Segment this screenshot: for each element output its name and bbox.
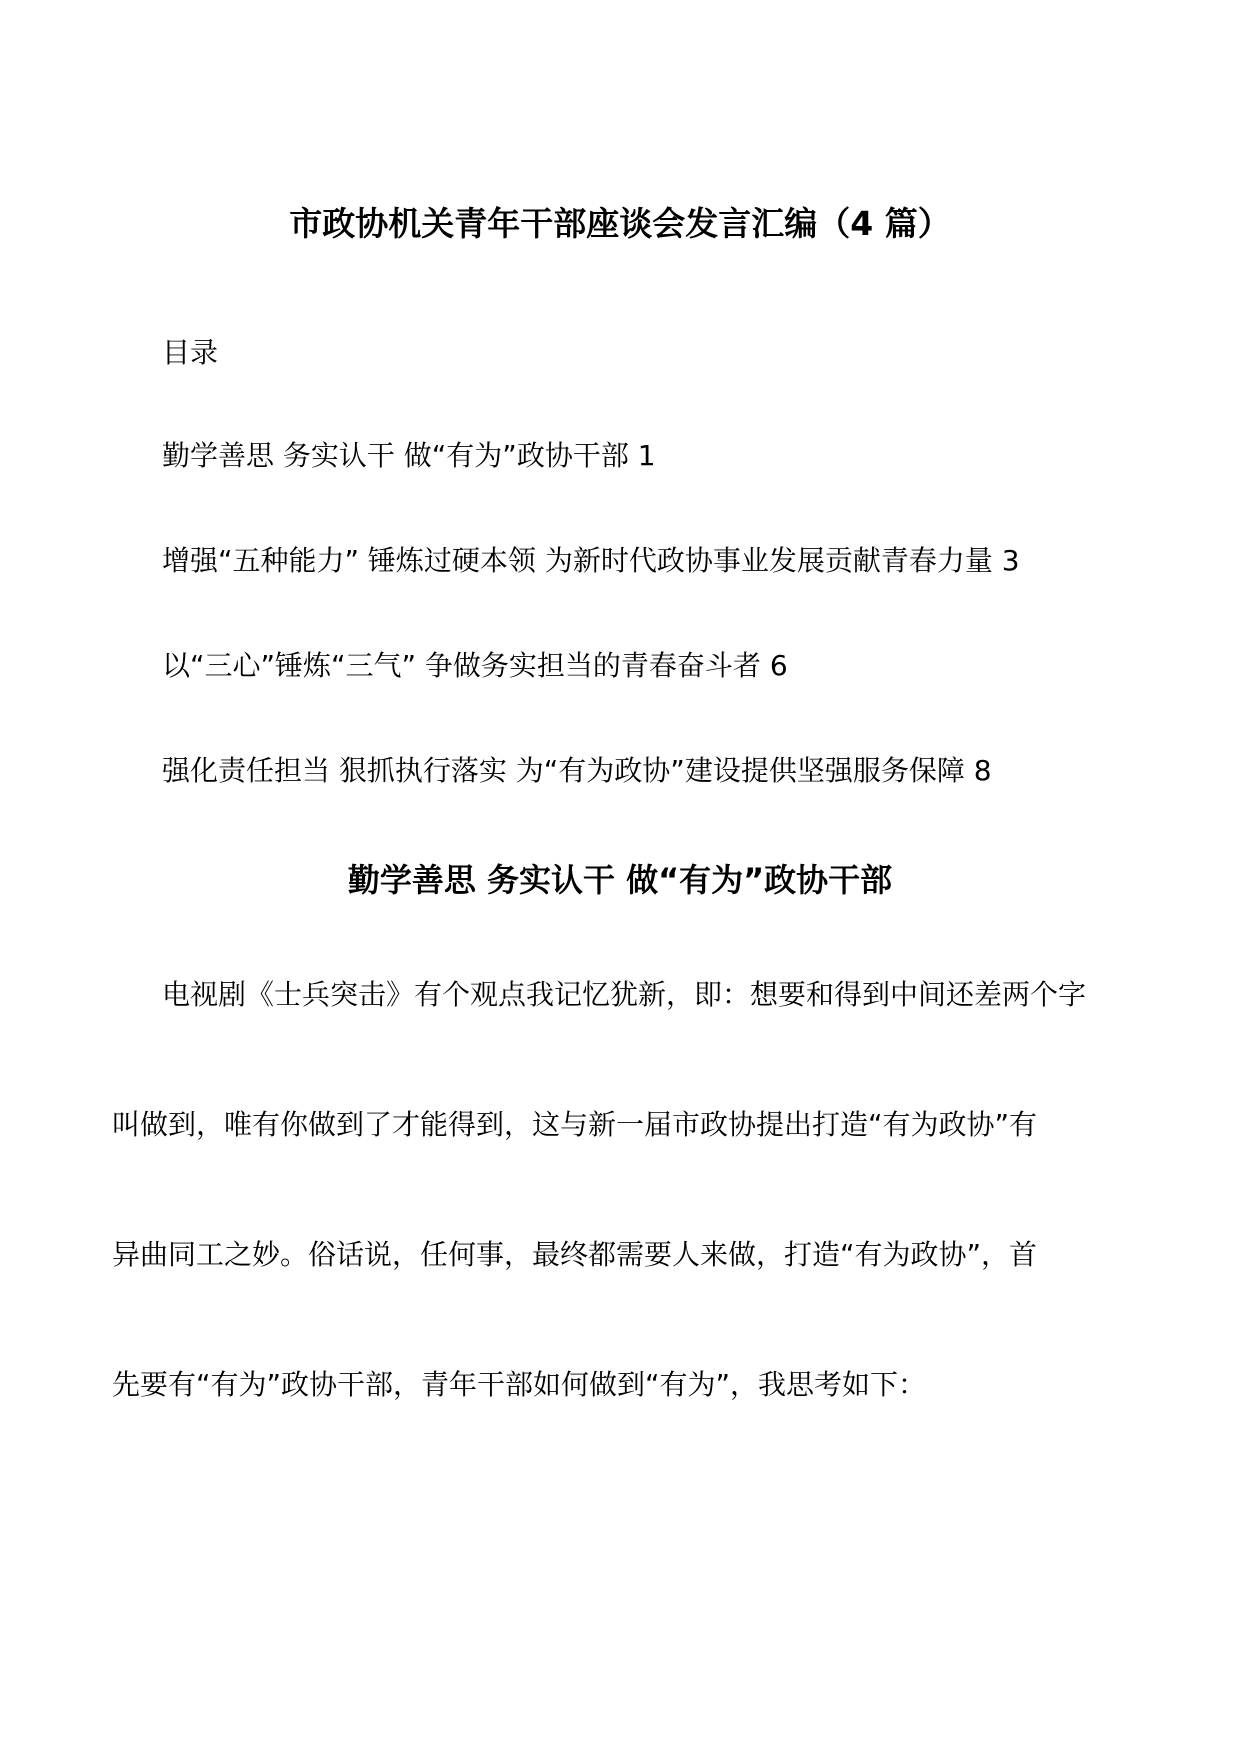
toc-item[interactable]: 以“三心”锤炼“三气” 争做务实担当的青春奋斗者 6 [162,649,788,682]
paragraph-line: 电视剧《士兵突击》有个观点我记忆犹新，即：想要和得到中间还差两个字 [162,978,1087,1011]
document-title: 市政协机关青年干部座谈会发言汇编（4 篇） [289,204,951,243]
section-title: 勤学善思 务实认干 做“有为”政协干部 [347,861,893,899]
paragraph-line: 异曲同工之妙。俗话说，任何事，最终都需要人来做，打造“有为政协”，首 [112,1238,1038,1271]
paragraph-line: 叫做到，唯有你做到了才能得到，这与新一届市政协提出打造“有为政协”有 [112,1108,1038,1141]
toc-item[interactable]: 增强“五种能力” 锤炼过硬本领 为新时代政协事业发展贡献青春力量 3 [162,544,1020,577]
table-of-contents [162,436,1020,856]
toc-heading: 目录 [162,336,219,369]
paragraph-line: 先要有“有为”政协干部，青年干部如何做到“有为”，我思考如下： [112,1368,927,1401]
toc-item[interactable]: 勤学善思 务实认干 做“有为”政协干部 1 [162,439,656,472]
toc-item[interactable]: 强化责任担当 狠抓执行落实 为“有为政协”建设提供坚强服务保障 8 [162,754,992,787]
